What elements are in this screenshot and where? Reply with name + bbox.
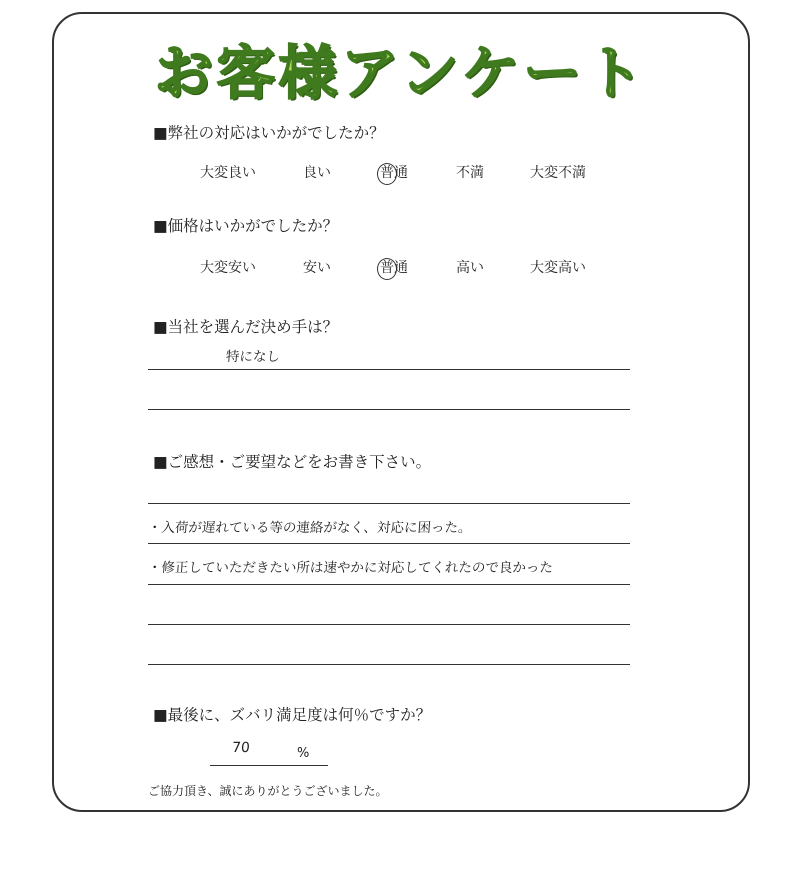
q2-option-2[interactable]: 安い [303, 260, 331, 276]
answer-line [148, 369, 630, 370]
question-1-label: ■弊社の対応はいかがでしたか？ [153, 124, 385, 142]
q2-option-1[interactable]: 大変安い [200, 260, 256, 276]
satisfaction-line [210, 765, 328, 766]
answer-line [148, 624, 630, 625]
question-2-label: ■価格はいかがでしたか？ [153, 217, 339, 235]
satisfaction-value: 70 [231, 740, 251, 756]
q1-option-2[interactable]: 良い [303, 165, 331, 181]
answer-line [148, 503, 630, 504]
answer-line [148, 664, 630, 665]
answer-line [148, 409, 630, 410]
satisfaction-unit: % [297, 746, 310, 761]
survey-title: お客様アンケート [154, 39, 648, 107]
answer-line [148, 543, 630, 544]
q1-option-1[interactable]: 大変良い [200, 165, 256, 181]
q1-option-4[interactable]: 不満 [456, 165, 484, 181]
question-3-label: ■当社を選んだ決め手は？ [153, 318, 339, 336]
q1-option-3-selected[interactable]: 普通 [380, 162, 408, 182]
question-4-answer-2: ・修正していただきたい所は速やかに対応してくれたので良かった [147, 560, 554, 576]
q2-option-4[interactable]: 高い [456, 260, 484, 276]
question-5-label: ■最後に、ズバリ満足度は何％ですか？ [153, 706, 432, 724]
q1-option-5[interactable]: 大変不満 [530, 165, 586, 181]
q2-option-3-selected[interactable]: 普通 [380, 257, 408, 277]
question-4-answer-1: ・入荷が遅れている等の連絡がなく、対応に困った。 [147, 520, 473, 536]
answer-line [148, 584, 630, 585]
thank-you-note: ご協力頂き、誠にありがとうございました。 [148, 784, 388, 798]
question-3-answer: 特になし [225, 349, 281, 365]
q2-option-5[interactable]: 大変高い [530, 260, 586, 276]
question-4-label: ■ご感想・ご要望などをお書き下さい。 [153, 453, 432, 471]
